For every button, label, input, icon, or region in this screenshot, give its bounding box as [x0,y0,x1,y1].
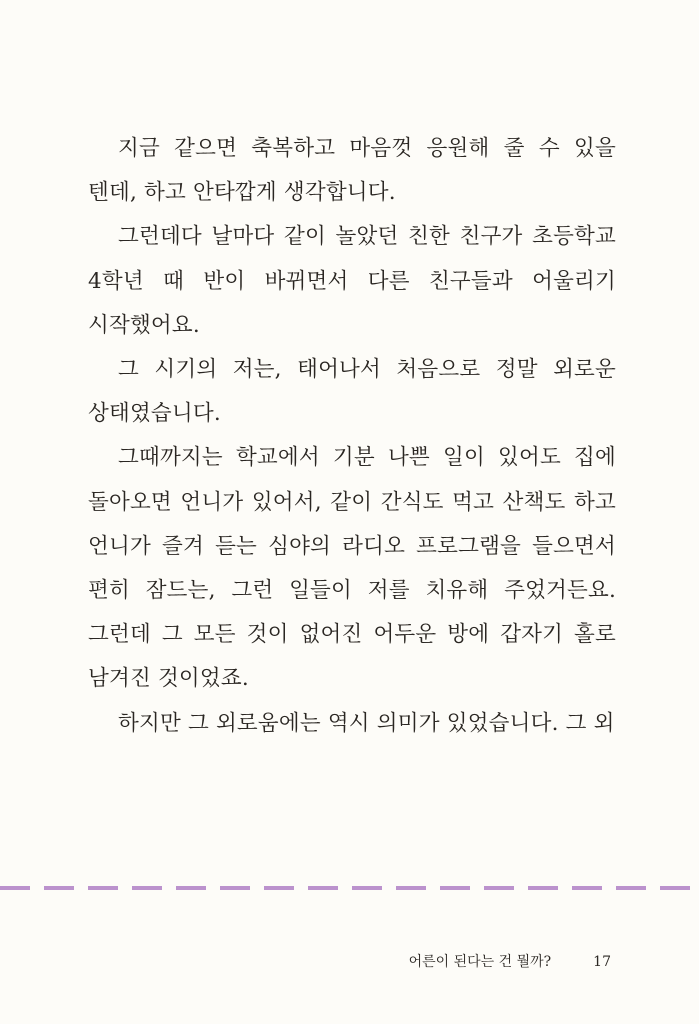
paragraph: 그런데다 날마다 같이 놀았던 친한 친구가 초등학교 4학년 때 반이 바뀌면서 다른 친구들과 어울리기 시작했어요. [88,224,616,338]
page-number: 17 [593,954,611,970]
paragraph: 지금 같으면 축복하고 마음껏 응원해 줄 수 있을 텐데, 하고 안타깝게 생각합니다. [88,136,616,206]
running-title: 어른이 된다는 건 뭘까? [408,954,552,970]
page-footer [409,951,611,971]
paragraph: 그때까지는 학교에서 기분 나쁜 일이 있어도 집에 돌아오면 언니가 있어서, 같이 간식도 먹고 산책도 하고 언니가 즐겨 듣는 심야의 라디오 프로그램을 들으면서 편히 잠드는, 그런 일들이 저를 치유해 주었거든요. 그런데 그 모든 것이 없어진 어두운 방에 갑자기 홀로 남겨진 것이었죠. [88,445,616,692]
page-body [88,127,616,746]
paragraph: 하지만 그 외로움에는 역시 의미가 있었습니다. 그 외 [118,710,615,736]
paragraph: 그 시기의 저는, 태어나서 처음으로 정말 외로운 상태였습니다. [88,357,616,427]
dashed-divider [0,886,699,890]
